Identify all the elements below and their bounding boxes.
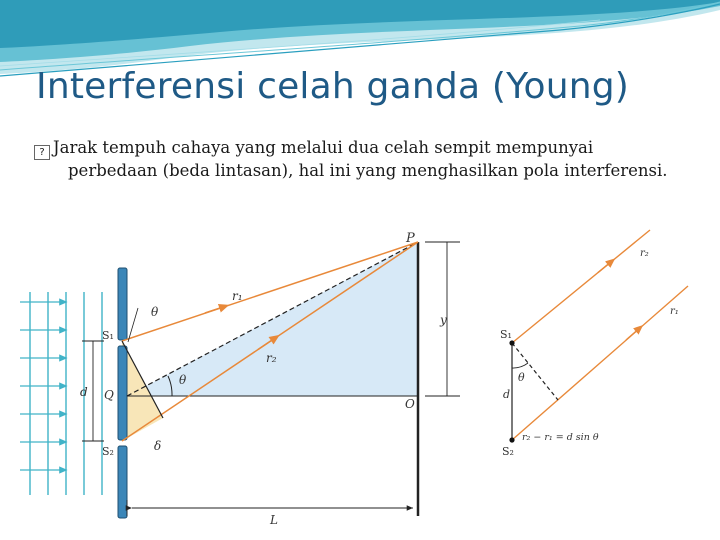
incident-wavefronts xyxy=(30,292,102,495)
right-label-path-diff: r₂ − r₁ = d sin θ xyxy=(522,432,599,443)
right-label-r2: r₂ xyxy=(640,248,649,259)
right-ray-r2 xyxy=(512,230,650,343)
bullet-paragraph xyxy=(34,137,704,181)
label-delta: δ xyxy=(154,439,162,453)
label-l: L xyxy=(270,513,278,527)
right-geometry xyxy=(500,230,688,458)
right-label-s2: S₂ xyxy=(502,445,514,458)
label-q: Q xyxy=(104,388,114,402)
label-y: y xyxy=(440,313,447,327)
right-ray-r1 xyxy=(512,286,688,440)
left-geometry xyxy=(20,231,460,527)
label-theta-mid: θ xyxy=(179,373,187,387)
bullet-line-1: Jarak tempuh cahaya yang melalui dua celah sempit mempunyai xyxy=(53,138,594,157)
label-o: O xyxy=(405,397,415,411)
right-label-s1: S₁ xyxy=(500,328,512,341)
label-d: d xyxy=(80,385,88,399)
label-r1: r₁ xyxy=(232,289,243,303)
right-label-d: d xyxy=(503,388,511,401)
label-r2: r₂ xyxy=(266,351,277,365)
label-theta-top: θ xyxy=(151,305,159,319)
double-slit-figure xyxy=(0,210,720,540)
label-s1: S₁ xyxy=(102,329,114,342)
bullet-marker: ? xyxy=(34,145,50,160)
slit-barrier xyxy=(118,268,127,518)
incident-arrows xyxy=(20,302,64,470)
slide-title: Interferensi celah ganda (Young) xyxy=(36,66,630,107)
bullet-line-2: perbedaan (beda lintasan), hal ini yang menghasilkan pola interferensi. xyxy=(68,161,668,180)
label-p: P xyxy=(406,231,415,246)
right-label-r1: r₁ xyxy=(670,306,679,317)
right-label-theta: θ xyxy=(518,371,525,384)
label-s2: S₂ xyxy=(102,445,114,458)
